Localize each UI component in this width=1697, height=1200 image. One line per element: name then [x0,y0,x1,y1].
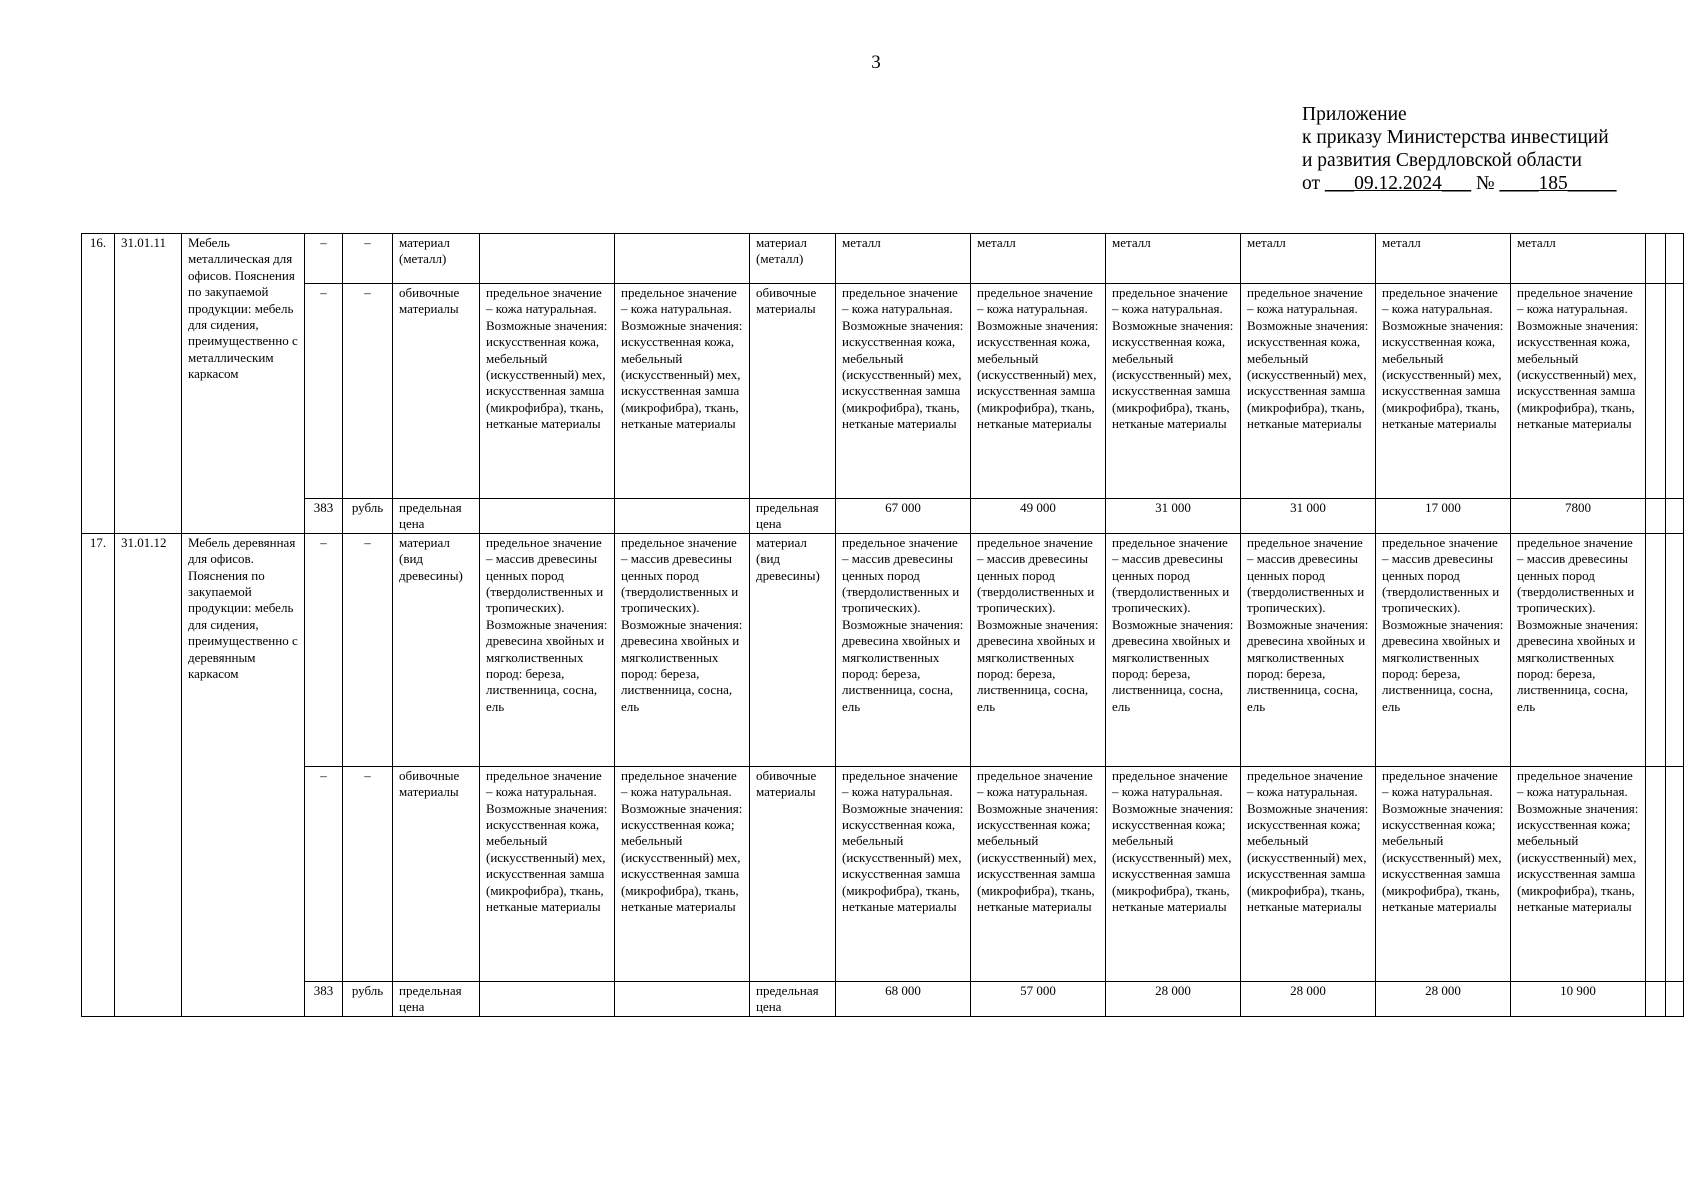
table-row [82,499,1684,534]
cell-unit: рубль [343,499,393,534]
appendix-order-line [1302,172,1682,195]
cell-value-6: предельное значение – кожа натуральная. Возможные значения: искусственная кожа; мебельный (искусственный) мех, искусственная замша (микрофибра), ткань, нетканые материалы [1106,766,1241,981]
cell-value-2: предельное значение – кожа натуральная. Возможные значения: искусственная кожа, мебельный (искусственный) мех, искусственная замша (микрофибра), ткань, нетканые материалы [615,284,750,499]
cell-value-7: предельное значение – кожа натуральная. Возможные значения: искусственная кожа; мебельный (искусственный) мех, искусственная замша (микрофибра), ткань, нетканые материалы [1241,766,1376,981]
table-row [82,533,1684,766]
cell-value-6: 31 000 [1106,499,1241,534]
appendix-number: 185 [1538,173,1568,194]
cell-value-9: 7800 [1511,499,1646,534]
cell-unit: – [343,234,393,284]
appendix-date-prefix: от [1302,173,1325,194]
table-row [82,284,1684,499]
cell-value-4: 68 000 [836,981,971,1016]
table-row [82,234,1684,284]
cell-empty-2 [1666,533,1684,766]
cell-value-9: металл [1511,234,1646,284]
appendix-number-field [1500,173,1617,194]
cell-unit: рубль [343,981,393,1016]
cell-value-7: металл [1241,234,1376,284]
cell-value-2 [615,981,750,1016]
cell-value-8: металл [1376,234,1511,284]
cell-value-1 [480,499,615,534]
cell-value-5: 49 000 [971,499,1106,534]
cell-empty-1 [1646,766,1666,981]
requirements-table [81,233,1684,1017]
cell-characteristic-upholstery: обивочные материалы [393,766,480,981]
cell-value-4: предельное значение – кожа натуральная. Возможные значения: искусственная кожа, мебельный (искусственный) мех, искусственная замша (микрофибра), ткань, нетканые материалы [836,284,971,499]
appendix-line-2: к приказу Министерства инвестиций [1302,127,1609,148]
cell-unit: – [343,284,393,499]
cell-value-2: предельное значение – кожа натуральная. Возможные значения: искусственная кожа; мебельный (искусственный) мех, искусственная замша (микрофибра), ткань, нетканые материалы [615,766,750,981]
cell-value-8: 17 000 [1376,499,1511,534]
cell-okei-code: – [305,766,343,981]
appendix-header [1302,103,1682,195]
cell-characteristic-material: материал (вид древесины) [393,533,480,766]
cell-characteristic-material: материал (металл) [393,234,480,284]
cell-value-6: предельное значение – кожа натуральная. Возможные значения: искусственная кожа, мебельный (искусственный) мех, искусственная замша (микрофибра), ткань, нетканые материалы [1106,284,1241,499]
cell-value-4: предельное значение – массив древесины ценных пород (твердолиственных и тропических). Возможные значения: древесина хвойных и мягколиственных пород: береза, лиственница, сосна, ель [836,533,971,766]
cell-value-9: 10 900 [1511,981,1646,1016]
cell-unit: – [343,533,393,766]
cell-unit: – [343,766,393,981]
cell-value-6: 28 000 [1106,981,1241,1016]
appendix-date-pre-blank: ___ [1324,173,1355,194]
cell-characteristic-price: предельная цена [393,981,480,1016]
page-number: 3 [871,52,881,73]
cell-empty-2 [1666,499,1684,534]
cell-value-3: обивочные материалы [750,284,836,499]
cell-characteristic-price: предельная цена [393,499,480,534]
cell-value-3: предельная цена [750,981,836,1016]
cell-value-7: 31 000 [1241,499,1376,534]
cell-okei-code: – [305,234,343,284]
appendix-number-pre-blank: ____ [1499,173,1539,194]
cell-value-8: предельное значение – массив древесины ценных пород (твердолиственных и тропических). Возможные значения: древесина хвойных и мягколиственных пород: береза, лиственница, сосна, ель [1376,533,1511,766]
appendix-line-1: Приложение [1302,104,1407,125]
cell-value-9: предельное значение – массив древесины ценных пород (твердолиственных и тропических). Возможные значения: древесина хвойных и мягколиственных пород: береза, лиственница, сосна, ель [1511,533,1646,766]
cell-value-2 [615,234,750,284]
cell-value-1 [480,981,615,1016]
cell-empty-1 [1646,499,1666,534]
cell-value-7: 28 000 [1241,981,1376,1016]
cell-value-1: предельное значение – кожа натуральная. Возможные значения: искусственная кожа, мебельный (искусственный) мех, искусственная замша (микрофибра), ткань, нетканые материалы [480,284,615,499]
cell-empty-2 [1666,284,1684,499]
cell-value-8: 28 000 [1376,981,1511,1016]
cell-value-8: предельное значение – кожа натуральная. Возможные значения: искусственная кожа; мебельный (искусственный) мех, искусственная замша (микрофибра), ткань, нетканые материалы [1376,766,1511,981]
table-row [82,981,1684,1016]
appendix-date-post-blank: ___ [1441,173,1472,194]
cell-empty-1 [1646,284,1666,499]
cell-value-3: материал (вид древесины) [750,533,836,766]
cell-value-5: предельное значение – кожа натуральная. Возможные значения: искусственная кожа, мебельный (искусственный) мех, искусственная замша (микрофибра), ткань, нетканые материалы [971,284,1106,499]
cell-empty-2 [1666,766,1684,981]
cell-okei-code: 383 [305,981,343,1016]
cell-okei-code: – [305,284,343,499]
cell-value-4: металл [836,234,971,284]
cell-okei-code: – [305,533,343,766]
appendix-number-post-blank: _____ [1567,173,1617,194]
cell-value-7: предельное значение – массив древесины ценных пород (твердолиственных и тропических). Возможные значения: древесина хвойных и мягколиственных пород: береза, лиственница, сосна, ель [1241,533,1376,766]
cell-value-1 [480,234,615,284]
cell-value-6: предельное значение – массив древесины ценных пород (твердолиственных и тропических). Возможные значения: древесина хвойных и мягколиственных пород: береза, лиственница, сосна, ель [1106,533,1241,766]
table-row [82,766,1684,981]
appendix-date-field [1325,173,1471,194]
cell-empty-1 [1646,533,1666,766]
cell-empty-2 [1666,981,1684,1016]
cell-product-name: Мебель металлическая для офисов. Пояснения по закупаемой продукции: мебель для сидения, преимущественно с металлическим каркасом [182,234,305,534]
cell-value-9: предельное значение – кожа натуральная. Возможные значения: искусственная кожа; мебельный (искусственный) мех, искусственная замша (микрофибра), ткань, нетканые материалы [1511,766,1646,981]
cell-empty-2 [1666,234,1684,284]
cell-value-8: предельное значение – кожа натуральная. Возможные значения: искусственная кожа, мебельный (искусственный) мех, искусственная замша (микрофибра), ткань, нетканые материалы [1376,284,1511,499]
appendix-date: 09.12.2024 [1354,173,1442,194]
cell-value-3: предельная цена [750,499,836,534]
cell-value-3: материал (металл) [750,234,836,284]
cell-value-5: предельное значение – кожа натуральная. Возможные значения: искусственная кожа; мебельный (искусственный) мех, искусственная замша (микрофибра), ткань, нетканые материалы [971,766,1106,981]
cell-value-1: предельное значение – кожа натуральная. Возможные значения: искусственная кожа, мебельный (искусственный) мех, искусственная замша (микрофибра), ткань, нетканые материалы [480,766,615,981]
appendix-line-3: и развития Свердловской области [1302,150,1582,171]
cell-value-4: 67 000 [836,499,971,534]
cell-value-7: предельное значение – кожа натуральная. Возможные значения: искусственная кожа, мебельный (искусственный) мех, искусственная замша (микрофибра), ткань, нетканые материалы [1241,284,1376,499]
cell-okpd-code: 31.01.11 [115,234,182,534]
cell-product-name: Мебель деревянная для офисов. Пояснения по закупаемой продукции: мебель для сидения, преимущественно с деревянным каркасом [182,533,305,1016]
appendix-number-sign: № [1471,173,1500,194]
cell-value-5: металл [971,234,1106,284]
cell-characteristic-upholstery: обивочные материалы [393,284,480,499]
cell-value-2 [615,499,750,534]
cell-empty-1 [1646,981,1666,1016]
cell-value-4: предельное значение – кожа натуральная. Возможные значения: искусственная кожа, мебельный (искусственный) мех, искусственная замша (микрофибра), ткань, нетканые материалы [836,766,971,981]
cell-empty-1 [1646,234,1666,284]
cell-value-9: предельное значение – кожа натуральная. Возможные значения: искусственная кожа, мебельный (искусственный) мех, искусственная замша (микрофибра), ткань, нетканые материалы [1511,284,1646,499]
cell-index: 16. [82,234,115,534]
cell-value-2: предельное значение – массив древесины ценных пород (твердолиственных и тропических). Возможные значения: древесина хвойных и мягколиственных пород: береза, лиственница, сосна, ель [615,533,750,766]
cell-value-6: металл [1106,234,1241,284]
cell-value-5: 57 000 [971,981,1106,1016]
cell-value-3: обивочные материалы [750,766,836,981]
cell-index: 17. [82,533,115,1016]
cell-okei-code: 383 [305,499,343,534]
cell-okpd-code: 31.01.12 [115,533,182,1016]
cell-value-1: предельное значение – массив древесины ценных пород (твердолиственных и тропических). Возможные значения: древесина хвойных и мягколиственных пород: береза, лиственница, сосна, ель [480,533,615,766]
cell-value-5: предельное значение – массив древесины ценных пород (твердолиственных и тропических). Возможные значения: древесина хвойных и мягколиственных пород: береза, лиственница, сосна, ель [971,533,1106,766]
